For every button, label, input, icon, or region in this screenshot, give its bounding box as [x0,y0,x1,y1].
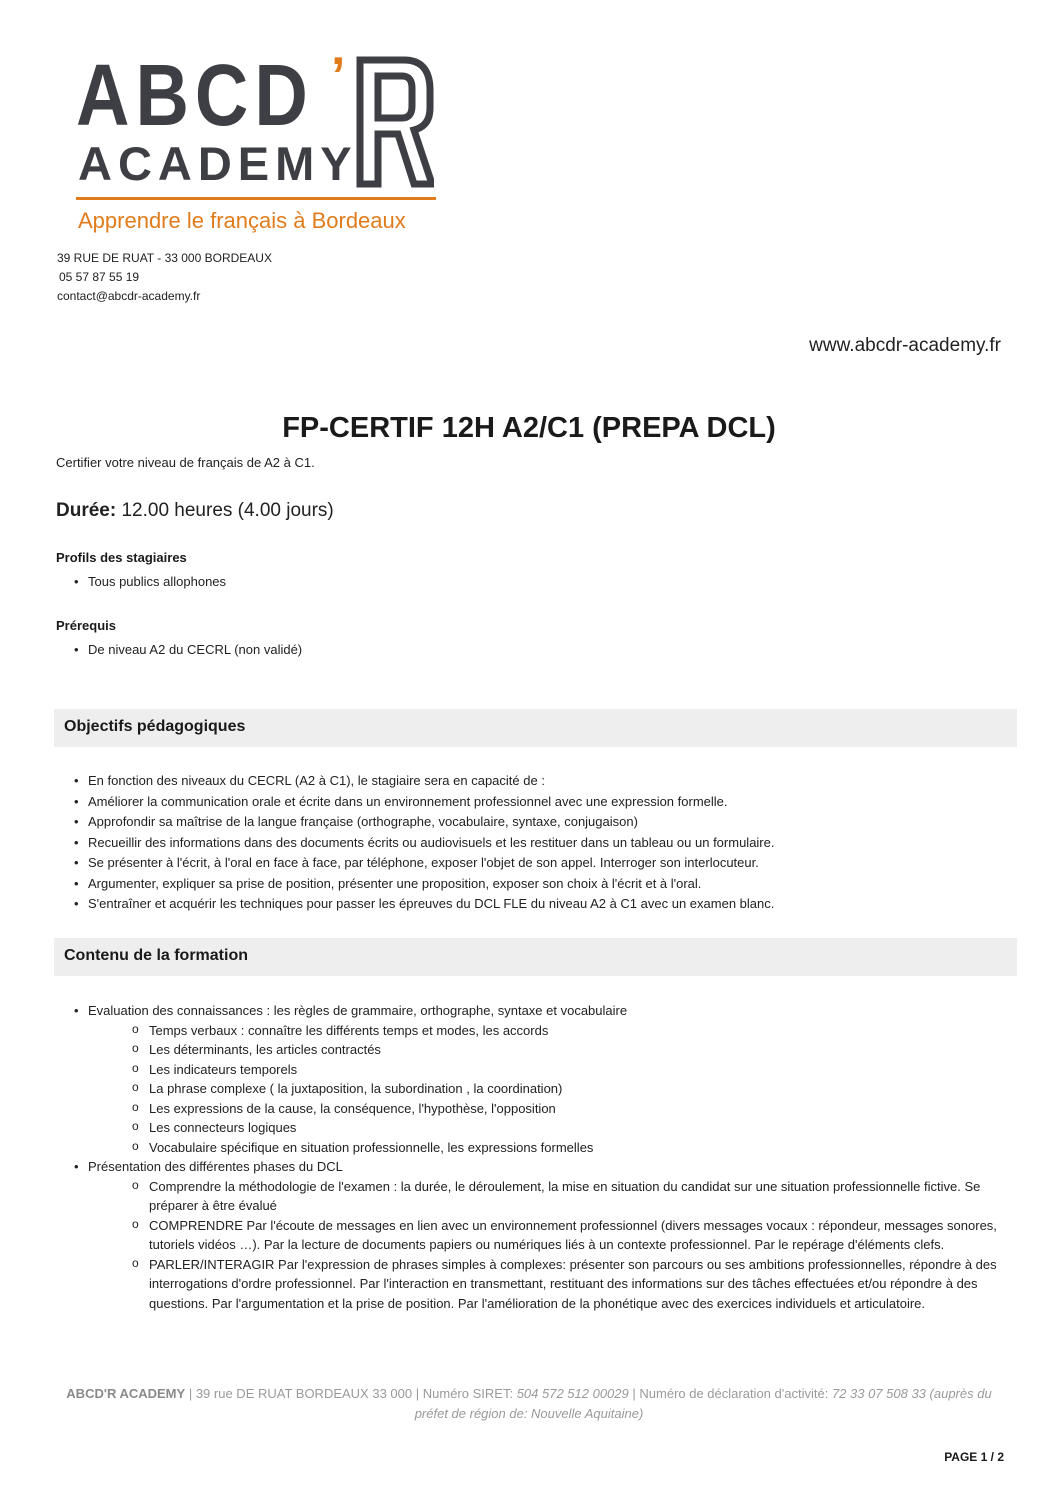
logo-abcd-text: ABCD [76,46,314,145]
footer-separator: | [188,1386,193,1401]
footer-siret: 504 572 512 00029 [516,1386,629,1401]
list-item: • En fonction des niveaux du CECRL (A2 à C1), le stagiaire sera en capacité de : [88,771,774,792]
sub-list-item: o Les déterminants, les articles contractés [149,1040,998,1060]
list-item: • Tous publics allophones [88,572,226,593]
list-item: • Argumenter, expliquer sa prise de position, présenter une proposition, exposer son choix à l'écrit et à l'oral. [88,874,774,895]
sub-list-item: o Comprendre la méthodologie de l'examen : la durée, le déroulement, la mise en situation du candidat sur une situation professionnelle fictive. Se préparer à être évalué [149,1177,998,1216]
logo-academy-text: ACADEMY [78,137,358,190]
footer-decl-label: Numéro de déclaration d'activité: [639,1386,829,1401]
footer-address: 39 rue DE RUAT BORDEAUX 33 000 [195,1386,413,1401]
footer-company: ABCD'R ACADEMY [66,1386,186,1401]
sub-list-item: o PARLER/INTERAGIR Par l'expression de phrases simples à complexes: présenter son parcours ou ses ambitions professionnelles, répondre à des interrogations d'ordre professionnel. Par l'interaction en transmettant, restituant des informations sur des tâches effectuées et/ou répondre à des questions. Par l'argumentation et la prise de position. Par l'amélioration de la phonétique avec des exercices individuels et articulatoire. [149,1255,998,1314]
list-item: • Evaluation des connaissances : les règles de grammaire, orthographe, syntaxe et vocabulaire [88,1001,998,1021]
duration-label: Durée: [56,500,117,521]
logo-r-letter-icon [356,56,434,188]
footer-decl: 72 33 07 508 33 (auprès du préfet de région de: Nouvelle Aquitaine) [414,1386,992,1421]
contenu-section-header [54,938,1017,976]
logo-apostrophe: ’ [331,47,346,105]
objectifs-heading: Objectifs pédagogiques [64,718,246,735]
footer-separator: | [415,1386,420,1401]
sub-list [88,1021,998,1158]
prerequis-heading: Prérequis [56,618,116,633]
contact-phone: 05 57 87 55 19 [59,270,140,284]
footer-siret-label: Numéro SIRET: [422,1386,514,1401]
footer-separator: | [632,1386,636,1401]
page-title: FP-CERTIF 12H A2/C1 (PREPA DCL) [282,412,776,444]
website-link[interactable]: www.abcdr-academy.fr [809,335,1001,356]
contenu-heading: Contenu de la formation [64,947,248,964]
sub-list-item: o COMPRENDRE Par l'écoute de messages en lien avec un environnement professionnel (divers messages vocaux : répondeur, messages sonores, tutoriels vidéos …). Par la lecture de documents papiers ou numériques liés à un contexte professionnel. Par le repérage d'éléments clefs. [149,1216,998,1255]
logo-tagline: Apprendre le français à Bordeaux [78,208,406,233]
profils-heading: Profils des stagiaires [56,550,187,565]
prerequis-list [88,640,302,661]
page-number: PAGE 1 / 2 [944,1450,1004,1464]
duration [56,500,334,522]
list-item: • Améliorer la communication orale et écrite dans un environnement professionnel avec une expression formelle. [88,792,774,813]
sub-list-item: o Vocabulaire spécifique en situation professionnelle, les expressions formelles [149,1138,998,1158]
contact-block [57,249,272,306]
list-item: • Se présenter à l'écrit, à l'oral en face à face, par téléphone, exposer l'objet de son appel. Interroger son interlocuteur. [88,853,774,874]
list-item: • De niveau A2 du CECRL (non validé) [88,640,302,661]
list-item: • Approfondir sa maîtrise de la langue française (orthographe, vocabulaire, syntaxe, conjugaison) [88,812,774,833]
page-footer [56,1384,1002,1424]
objectifs-list [88,771,774,915]
duration-value: 12.00 heures (4.00 jours) [121,500,334,521]
sub-list [88,1177,998,1314]
sub-list-item: o Les expressions de la cause, la conséquence, l'hypothèse, l'opposition [149,1099,998,1119]
page-subtitle: Certifier votre niveau de français de A2 à C1. [56,455,315,470]
list-item: • Recueillir des informations dans des documents écrits ou audiovisuels et les restituer dans un tableau ou un formulaire. [88,833,774,854]
objectifs-section-header [54,709,1017,747]
sub-list-item: o Temps verbaux : connaître les différents temps et modes, les accords [149,1021,998,1041]
contact-email[interactable]: contact@abcdr-academy.fr [57,289,201,303]
list-item: • S'entraîner et acquérir les techniques pour passer les épreuves du DCL FLE du niveau A2 à C1 avec un examen blanc. [88,894,774,915]
sub-list-item: o La phrase complexe ( la juxtaposition, la subordination , la coordination) [149,1079,998,1099]
sub-list-item: o Les connecteurs logiques [149,1118,998,1138]
list-item: • Présentation des différentes phases du DCL [88,1157,998,1177]
contact-address: 39 RUE DE RUAT - 33 000 BORDEAUX [57,251,272,265]
profils-list [88,572,226,593]
contenu-list [88,1001,998,1313]
sub-list-item: o Les indicateurs temporels [149,1060,998,1080]
logo-underline [76,197,436,200]
